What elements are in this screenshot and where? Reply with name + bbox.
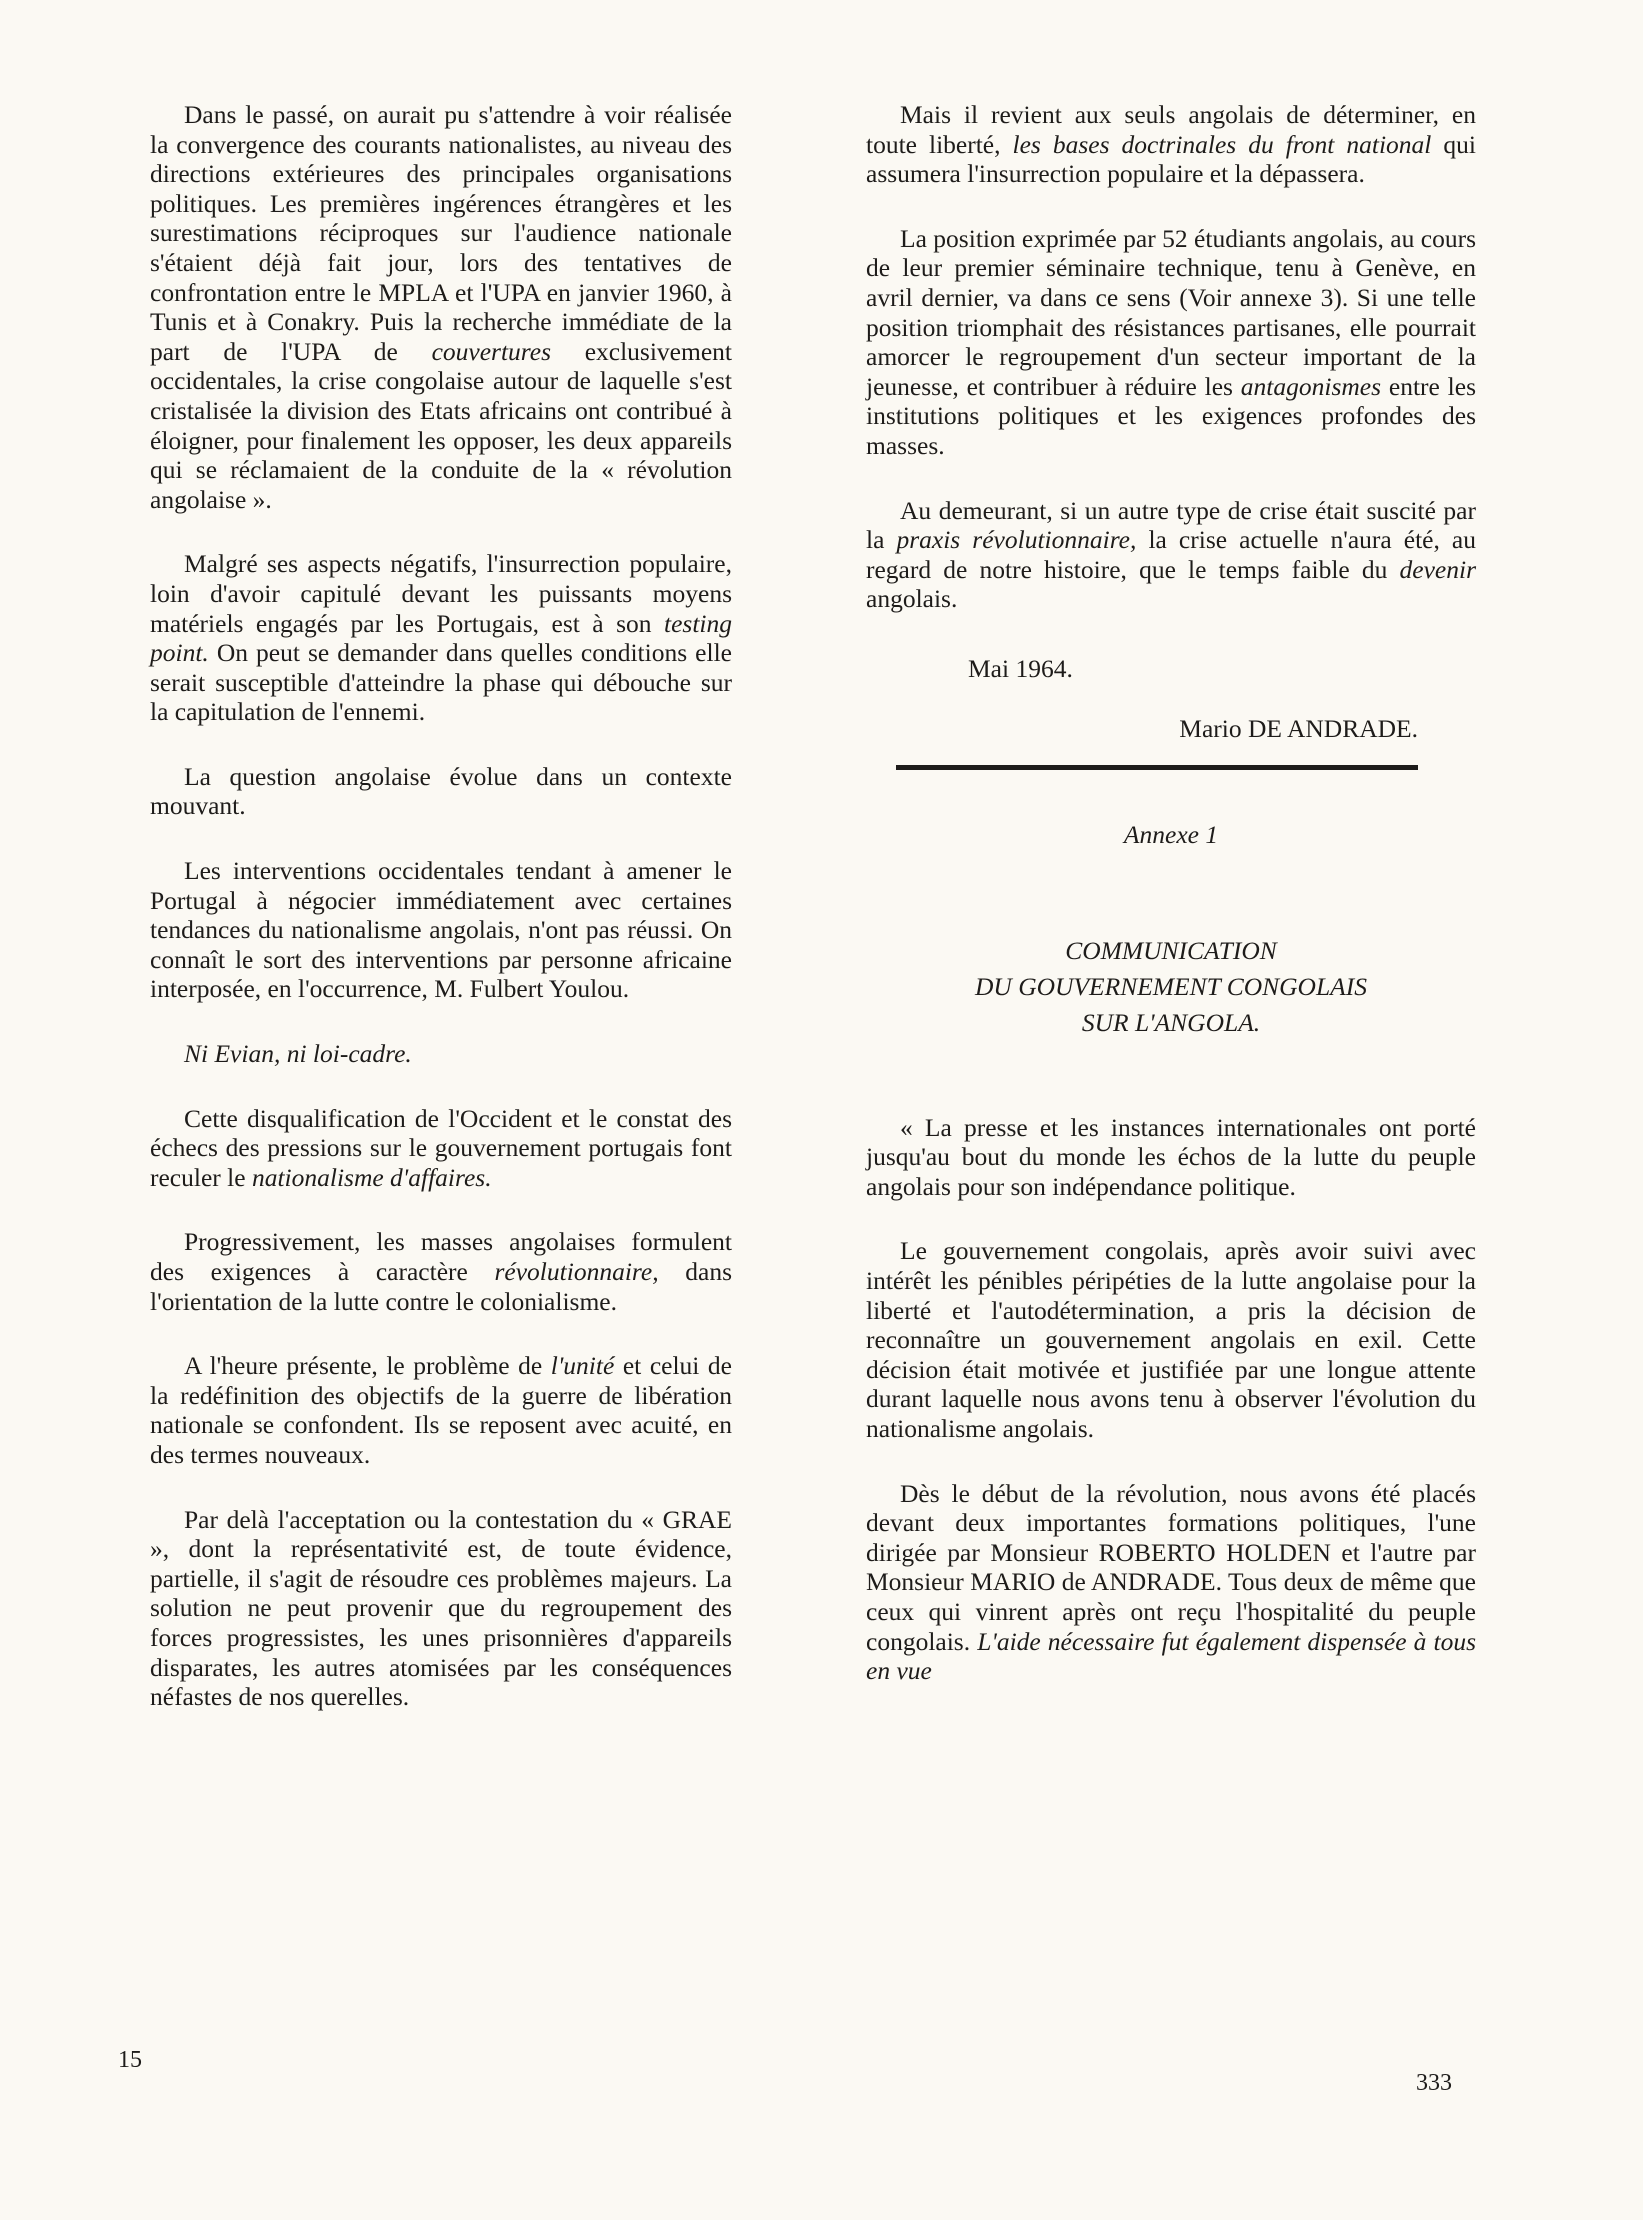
date-line: Mai 1964.	[968, 653, 1073, 683]
paragraph: Le gouvernement congolais, après avoir suivi avec intérêt les pénibles péripéties de la lutte angolaise pour la liberté et l'autodétermination, a pris la décision de reconnaître un gouvernement angolais en exil. Cette décision était motivée et justifiée par une longue attente durant laquelle nous avons tenu à observer l'évolution du nationalisme angolais.	[866, 1236, 1476, 1444]
left-column	[150, 100, 732, 1747]
paragraph: Par delà l'acceptation ou la contestation du « GRAE », dont la représentativité est, de toute évidence, partielle, il s'agit de résoudre ces problèmes majeurs. La solution ne peut provenir que du regroupement des forces progressistes, les unes prisonnières d'appareils disparates, les autres atomisées par les conséquences néfastes de nos querelles.	[150, 1504, 732, 1712]
annex-label: Annexe 1	[1123, 820, 1219, 850]
paragraph: Les interventions occidentales tendant à amener le Portugal à négocier immédiatement avec certaines tendances du nationalisme angolais, n'ont pas réussi. On connaît le sort des interventions par personne africaine interposée, en l'occurrence, M. Fulbert Youlou.	[150, 856, 732, 1004]
paragraph: La question angolaise évolue dans un contexte mouvant.	[150, 761, 732, 821]
paragraph: La position exprimée par 52 étudiants angolais, au cours de leur premier séminaire technique, tenu à Genève, en avril dernier, va dans ce sens (Voir annexe 3). Si une telle position triomphait des résistances partisanes, elle pourrait amorcer le regroupement d'un secteur important de la jeunesse, et contribuer à réduire les antagonismes entre les institutions politiques et les exigences profondes des masses.	[866, 223, 1476, 460]
paragraph: Cette disqualification de l'Occident et le constat des échecs des pressions sur le gouvernement portugais font reculer le nationalisme d'affaires.	[150, 1103, 732, 1192]
paragraph: Mais il revient aux seuls angolais de déterminer, en toute liberté, les bases doctrinales du front national qui assumera l'insurrection populaire et la dépassera.	[866, 100, 1476, 189]
annex-title: COMMUNICATION DU GOUVERNEMENT CONGOLAIS SUR L'ANGOLA.	[975, 935, 1367, 1037]
paragraph: « La presse et les instances internationales ont porté jusqu'au bout du monde les échos de la lutte du peuple angolais pour son indépendance politique.	[866, 1112, 1476, 1201]
paragraph: Dans le passé, on aurait pu s'attendre à voir réalisée la convergence des courants nationalistes, au niveau des directions extérieures des principales organisations politiques. Les premières ingérences étrangères et les surestimations réciproques sur l'audience nationale s'étaient déjà fait jour, lors des tentatives de confrontation entre le MPLA et l'UPA en janvier 1960, à Tunis et à Conakry. Puis la recherche immédiate de la part de l'UPA de couvertures exclusivement occidentales, la crise congolaise autour de laquelle s'est cristalisée la division des Etats africains ont contribué à éloigner, pour finalement les opposer, les deux appareils qui se réclamaient de la conduite de la « révolution angolaise ».	[150, 100, 732, 514]
page-number-left: 15	[118, 2047, 142, 2073]
paragraph: Dès le début de la révolution, nous avons été placés devant deux importantes formations politiques, l'une dirigée par Monsieur ROBERTO HOLDEN et l'autre par Monsieur MARIO de ANDRADE. Tous deux de même que ceux qui vinrent après ont reçu l'hospitalité du peuple congolais. L'aide nécessaire fut également dispensée à tous en vue	[866, 1478, 1476, 1686]
paragraph: Progressivement, les masses angolaises formulent des exigences à caractère révolutionnaire, dans l'orientation de la lutte contre le colonialisme.	[150, 1227, 732, 1316]
section-divider	[896, 765, 1418, 770]
page-number-right: 333	[1416, 2070, 1452, 2096]
paragraph: Ni Evian, ni loi-cadre.	[184, 1039, 412, 1069]
paragraph: A l'heure présente, le problème de l'unité et celui de la redéfinition des objectifs de la guerre de libération nationale se confondent. Ils se reposent avec acuité, en des termes nouveaux.	[150, 1351, 732, 1469]
paragraph: Au demeurant, si un autre type de crise était suscité par la praxis révolutionnaire, la crise actuelle n'aura été, au regard de notre histoire, que le temps faible du devenir angolais.	[866, 495, 1476, 614]
right-column	[866, 100, 1476, 1721]
paragraph: Malgré ses aspects négatifs, l'insurrection populaire, loin d'avoir capitulé devant les puissants moyens matériels engagés par les Portugais, est à son testing point. On peut se demander dans quelles conditions elle serait susceptible d'atteindre la phase qui débouche sur la capitulation de l'ennemi.	[150, 549, 732, 727]
signature: Mario DE ANDRADE.	[1179, 713, 1418, 743]
